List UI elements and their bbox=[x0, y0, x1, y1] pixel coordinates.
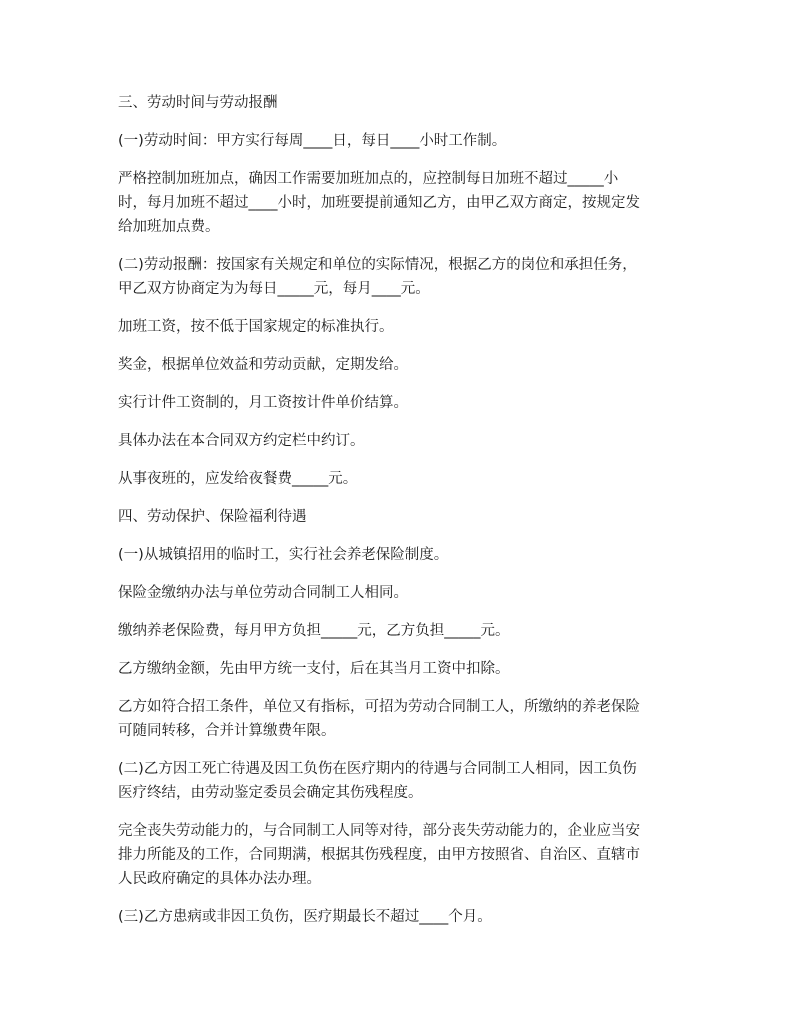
paragraph bbox=[118, 429, 686, 453]
paragraph-line: (二)乙方因工死亡待遇及因工负伤在医疗期内的待遇与合同制工人相同，因工负伤 bbox=[118, 761, 637, 777]
paragraph-line: 四、劳动保护、保险福利待遇 bbox=[118, 509, 307, 525]
paragraph-line: (二)劳动报酬：按国家有关规定和单位的实际情况，根据乙方的岗位和承担任务， bbox=[118, 257, 637, 273]
paragraph bbox=[118, 619, 686, 643]
paragraph-line: 可随同转移，合并计算缴费年限。 bbox=[118, 723, 336, 739]
paragraph bbox=[118, 657, 686, 681]
paragraph bbox=[118, 91, 686, 115]
paragraph-line: 保险金缴纳办法与单位劳动合同制工人相同。 bbox=[118, 585, 408, 601]
document-body bbox=[118, 91, 686, 943]
paragraph-line: (一)劳动时间：甲方实行每周____日，每日____小时工作制。 bbox=[118, 133, 507, 149]
paragraph-line: 完全丧失劳动能力的，与合同制工人同等对待，部分丧失劳动能力的，企业应当安 bbox=[118, 823, 640, 839]
paragraph bbox=[118, 757, 686, 805]
paragraph-line: 奖金，根据单位效益和劳动贡献，定期发给。 bbox=[118, 357, 408, 373]
paragraph bbox=[118, 315, 686, 339]
paragraph bbox=[118, 581, 686, 605]
paragraph-line: 甲乙双方协商定为为每日_____元，每月____元。 bbox=[118, 281, 430, 297]
paragraph-line: 缴纳养老保险费，每月甲方负担_____元，乙方负担_____元。 bbox=[118, 623, 510, 639]
paragraph bbox=[118, 467, 686, 491]
paragraph-line: 加班工资，按不低于国家规定的标准执行。 bbox=[118, 319, 394, 335]
paragraph-line: 给加班加点费。 bbox=[118, 219, 220, 235]
paragraph bbox=[118, 353, 686, 377]
paragraph bbox=[118, 391, 686, 415]
paragraph-line: 实行计件工资制的，月工资按计件单价结算。 bbox=[118, 395, 408, 411]
paragraph-line: 人民政府确定的具体办法办理。 bbox=[118, 871, 321, 887]
paragraph-line: 医疗终结，由劳动鉴定委员会确定其伤残程度。 bbox=[118, 785, 423, 801]
paragraph-line: 具体办法在本合同双方约定栏中约订。 bbox=[118, 433, 365, 449]
paragraph bbox=[118, 505, 686, 529]
paragraph bbox=[118, 129, 686, 153]
paragraph-line: 乙方缴纳金额，先由甲方统一支付，后在其当月工资中扣除。 bbox=[118, 661, 510, 677]
paragraph bbox=[118, 543, 686, 567]
paragraph-line: 时，每月加班不超过____小时，加班要提前通知乙方，由甲乙双方商定，按规定发 bbox=[118, 195, 640, 211]
paragraph bbox=[118, 695, 686, 743]
paragraph bbox=[118, 253, 686, 301]
paragraph-line: 排力所能及的工作，合同期满，根据其伤残程度，由甲方按照省、自治区、直辖市 bbox=[118, 847, 640, 863]
paragraph bbox=[118, 905, 686, 929]
paragraph-line: 乙方如符合招工条件，单位又有指标，可招为劳动合同制工人，所缴纳的养老保险 bbox=[118, 699, 640, 715]
paragraph-line: 三、劳动时间与劳动报酬 bbox=[118, 95, 278, 111]
paragraph bbox=[118, 819, 686, 891]
paragraph-line: 严格控制加班加点，确因工作需要加班加点的，应控制每日加班不超过_____小 bbox=[118, 171, 619, 187]
paragraph-line: (三)乙方患病或非因工负伤，医疗期最长不超过____个月。 bbox=[118, 909, 492, 925]
paragraph-line: (一)从城镇招用的临时工，实行社会养老保险制度。 bbox=[118, 547, 449, 563]
paragraph-line: 从事夜班的，应发给夜餐费_____元。 bbox=[118, 471, 358, 487]
paragraph bbox=[118, 167, 686, 239]
